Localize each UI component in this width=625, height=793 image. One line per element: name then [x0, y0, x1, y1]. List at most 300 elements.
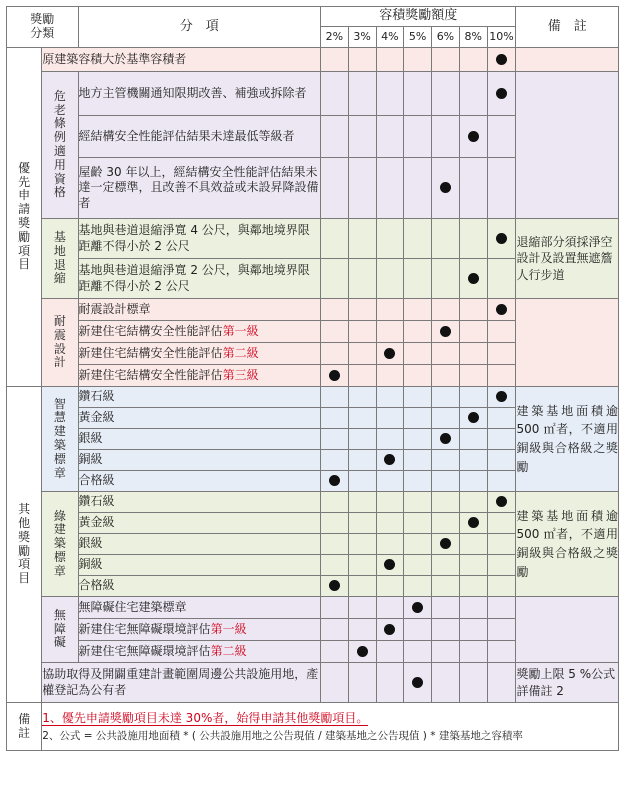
- bonus-cell: [376, 387, 404, 408]
- header-note: 備 註: [516, 7, 619, 48]
- bonus-cell: [432, 471, 460, 492]
- table-row: [7, 663, 619, 703]
- vertical-char: 勵: [18, 229, 31, 244]
- bonus-dot: [496, 54, 507, 65]
- bonus-cell: [348, 555, 376, 576]
- remarks-label-2: 註: [18, 725, 31, 740]
- bonus-cell: [404, 641, 432, 663]
- bonus-cell: [432, 663, 460, 703]
- bonus-cell: [459, 534, 487, 555]
- bonus-cell: [432, 597, 460, 619]
- bonus-cell: [487, 663, 516, 703]
- bonus-cell: [459, 408, 487, 429]
- row-label-level: 第一級: [210, 621, 247, 636]
- table-row: [7, 387, 619, 408]
- bonus-cell: [432, 641, 460, 663]
- bonus-cell: [432, 492, 460, 513]
- pct-6: 6%: [432, 27, 460, 48]
- bonus-cell: [320, 534, 348, 555]
- bonus-cell: [459, 619, 487, 641]
- bonus-cell: [487, 343, 516, 365]
- bonus-dot: [496, 233, 507, 244]
- remarks-row: [7, 703, 619, 751]
- vertical-char: 先: [18, 174, 31, 189]
- vertical-char: 請: [18, 202, 31, 217]
- bonus-cell: [404, 534, 432, 555]
- bonus-dot: [384, 559, 395, 570]
- note-setback: 退縮部分須採淨空設計及設置無遮簷人行步道: [516, 219, 619, 299]
- bonus-cell: [320, 219, 348, 259]
- bonus-dot: [468, 517, 479, 528]
- bonus-dot: [329, 370, 340, 381]
- note-green: 建築基地面積逾 500 ㎡者，不適用銅級與合格級之獎勵: [516, 492, 619, 597]
- vertical-char: 障: [53, 621, 66, 636]
- bonus-cell: [432, 450, 460, 471]
- bonus-cell: [459, 321, 487, 343]
- row-label: 銅級: [78, 555, 320, 576]
- bonus-dot: [496, 304, 507, 315]
- bonus-cell: [348, 513, 376, 534]
- bonus-cell: [320, 321, 348, 343]
- vertical-char: 用: [53, 157, 66, 172]
- bonus-cell: [320, 158, 348, 219]
- bonus-cell: [459, 471, 487, 492]
- bonus-cell: [320, 299, 348, 321]
- vertical-char: 章: [53, 563, 66, 578]
- row-label: 銀級: [78, 534, 320, 555]
- vertical-char: 章: [53, 465, 66, 480]
- bonus-cell: [376, 597, 404, 619]
- vertical-char: 築: [53, 438, 66, 452]
- row-label-text: 新建住宅結構安全性能評估: [78, 323, 223, 338]
- vertical-char: 勵: [18, 543, 31, 558]
- bonus-cell: [348, 408, 376, 429]
- bonus-cell: [404, 450, 432, 471]
- bonus-cell: [376, 116, 404, 158]
- bonus-cell: [376, 219, 404, 259]
- bonus-cell: [432, 259, 460, 299]
- vertical-char: 標: [53, 549, 66, 564]
- bonus-dot: [468, 412, 479, 423]
- bonus-cell: [432, 619, 460, 641]
- bonus-cell: [432, 299, 460, 321]
- bonus-cell: [432, 158, 460, 219]
- pct-2: 2%: [320, 27, 348, 48]
- bonus-cell: [320, 429, 348, 450]
- bonus-cell: [404, 299, 432, 321]
- subgroup-barrier: [42, 597, 78, 663]
- bonus-cell: [320, 408, 348, 429]
- vertical-char: 設: [53, 341, 66, 356]
- bonus-cell: [376, 365, 404, 387]
- bonus-cell: [348, 534, 376, 555]
- vertical-char: 計: [53, 355, 66, 370]
- vertical-char: 目: [18, 571, 31, 586]
- bonus-cell: [348, 663, 376, 703]
- bonus-cell: [459, 259, 487, 299]
- bonus-cell: [376, 259, 404, 299]
- vertical-char: 申: [18, 188, 31, 203]
- bonus-cell: [432, 408, 460, 429]
- bonus-cell: [348, 321, 376, 343]
- row-label: 合格級: [78, 576, 320, 597]
- bonus-cell: [404, 576, 432, 597]
- bonus-dot: [496, 496, 507, 507]
- vertical-char: 建: [53, 424, 66, 439]
- vertical-char: 項: [18, 557, 31, 572]
- remarks-label-1: 備: [18, 711, 31, 726]
- bonus-cell: [487, 534, 516, 555]
- bonus-dot: [496, 88, 507, 99]
- pct-3: 3%: [348, 27, 376, 48]
- bonus-cell: [376, 576, 404, 597]
- bonus-dot: [440, 326, 451, 337]
- bonus-cell: [487, 321, 516, 343]
- bonus-cell: [348, 619, 376, 641]
- bonus-cell: [404, 619, 432, 641]
- bonus-cell: [376, 641, 404, 663]
- bonus-cell: [432, 365, 460, 387]
- bonus-cell: [376, 343, 404, 365]
- bonus-cell: [459, 116, 487, 158]
- row-label: 銀級: [78, 429, 320, 450]
- bonus-cell: [348, 597, 376, 619]
- bonus-cell: [348, 116, 376, 158]
- bonus-dot: [468, 273, 479, 284]
- bonus-cell: [432, 429, 460, 450]
- header-category: [7, 7, 79, 48]
- bonus-cell: [404, 343, 432, 365]
- bonus-cell: [459, 555, 487, 576]
- bonus-cell: [487, 408, 516, 429]
- bonus-cell: [320, 116, 348, 158]
- bonus-cell: [348, 219, 376, 259]
- bonus-dot: [468, 131, 479, 142]
- bonus-cell: [320, 492, 348, 513]
- vertical-char: 縮: [53, 271, 66, 286]
- vertical-char: 優: [18, 160, 31, 175]
- bonus-cell: [376, 555, 404, 576]
- row-label: 黃金級: [78, 513, 320, 534]
- bonus-cell: [459, 492, 487, 513]
- bonus-cell: [348, 72, 376, 116]
- note-empty: [516, 299, 619, 387]
- row-label: 協助取得及開闢重建計畫範圍周邊公共設施用地，產權登記為公有者: [42, 663, 321, 703]
- bonus-cell: [320, 641, 348, 663]
- bonus-cell: [404, 321, 432, 343]
- vertical-char: 震: [53, 327, 66, 342]
- bonus-cell: [376, 48, 404, 72]
- bonus-cell: [432, 219, 460, 259]
- bonus-cell: [320, 663, 348, 703]
- bonus-cell: [376, 72, 404, 116]
- bonus-cell: [432, 343, 460, 365]
- bonus-cell: [348, 365, 376, 387]
- group-priority: [7, 48, 42, 387]
- bonus-cell: [432, 555, 460, 576]
- bonus-cell: [459, 450, 487, 471]
- bonus-dot: [384, 454, 395, 465]
- bonus-cell: [348, 492, 376, 513]
- subgroup-green: [42, 492, 78, 597]
- bonus-cell: [404, 555, 432, 576]
- bonus-cell: [320, 343, 348, 365]
- bonus-cell: [320, 365, 348, 387]
- bonus-cell: [487, 48, 516, 72]
- note-empty: [516, 72, 619, 219]
- bonus-cell: [348, 299, 376, 321]
- table-row: [7, 48, 619, 72]
- bonus-cell: [459, 663, 487, 703]
- vertical-char: 格: [53, 185, 66, 200]
- row-label-level: 第三級: [222, 367, 259, 382]
- bonus-cell: [376, 299, 404, 321]
- bonus-dot: [384, 348, 395, 359]
- pct-10: 10%: [487, 27, 516, 48]
- vertical-char: 礙: [53, 635, 66, 650]
- row-label-level: 第二級: [210, 643, 247, 658]
- bonus-cell: [459, 429, 487, 450]
- row-label: [78, 365, 320, 387]
- bonus-cell: [348, 259, 376, 299]
- bonus-cell: [432, 72, 460, 116]
- bonus-cell: [487, 555, 516, 576]
- bonus-cell: [404, 219, 432, 259]
- bonus-cell: [432, 576, 460, 597]
- pct-8: 8%: [459, 27, 487, 48]
- table-row: [7, 299, 619, 321]
- note-public: 獎勵上限 5 %公式詳備註 2: [516, 663, 619, 703]
- note-empty: [516, 597, 619, 663]
- bonus-cell: [459, 365, 487, 387]
- bonus-cell: [404, 408, 432, 429]
- vertical-char: 條: [53, 116, 66, 131]
- bonus-cell: [320, 450, 348, 471]
- bonus-cell: [459, 343, 487, 365]
- remarks-content: [42, 703, 619, 751]
- row-label: 屋齡 30 年以上，經結構安全性能評估結果未達一定標準，且改善不具效益或未設昇降設備者: [78, 158, 320, 219]
- bonus-cell: [320, 555, 348, 576]
- vertical-char: 基: [53, 229, 66, 244]
- remark-line-1: [42, 709, 618, 728]
- row-label: 黃金級: [78, 408, 320, 429]
- bonus-cell: [348, 158, 376, 219]
- bonus-cell: [459, 48, 487, 72]
- bonus-dot: [440, 538, 451, 549]
- row-label: 鑽石級: [78, 387, 320, 408]
- vertical-char: 目: [18, 257, 31, 272]
- table-row: [7, 219, 619, 259]
- bonus-cell: [320, 576, 348, 597]
- bonus-cell: [404, 72, 432, 116]
- bonus-dot: [357, 646, 368, 657]
- bonus-cell: [459, 219, 487, 259]
- bonus-cell: [320, 513, 348, 534]
- header-bonus: 容積獎勵額度: [320, 7, 515, 27]
- row-label: 基地與巷道退縮淨寬 4 公尺，與鄰地境界限距離不得小於 2 公尺: [78, 219, 320, 259]
- bonus-cell: [348, 641, 376, 663]
- bonus-cell: [404, 429, 432, 450]
- row-label: 經結構安全性能評估結果未達最低等級者: [78, 116, 320, 158]
- row-label: 無障礙住宅建築標章: [78, 597, 320, 619]
- bonus-cell: [459, 597, 487, 619]
- pct-4: 4%: [376, 27, 404, 48]
- vertical-char: 無: [53, 607, 66, 622]
- table-row: [7, 72, 619, 116]
- note-smart: 建築基地面積逾 500 ㎡者，不適用銅級與合格級之獎勵: [516, 387, 619, 492]
- row-label: 合格級: [78, 471, 320, 492]
- vertical-char: 項: [18, 243, 31, 258]
- bonus-cell: [404, 365, 432, 387]
- bonus-dot: [329, 475, 340, 486]
- row-label: 耐震設計標章: [78, 299, 320, 321]
- row-label-text: 新建住宅結構安全性能評估: [78, 345, 223, 360]
- subgroup-dangerous: [42, 72, 78, 219]
- row-label-text: 新建住宅結構安全性能評估: [78, 367, 223, 382]
- bonus-dot: [412, 677, 423, 688]
- bonus-cell: [487, 259, 516, 299]
- table-row: [7, 597, 619, 619]
- vertical-char: 老: [53, 102, 66, 117]
- bonus-cell: [487, 597, 516, 619]
- row-label: 基地與巷道退縮淨寬 2 公尺，與鄰地境界限距離不得小於 2 公尺: [78, 259, 320, 299]
- bonus-dot: [412, 602, 423, 613]
- bonus-cell: [459, 158, 487, 219]
- row-label-text: 新建住宅無障礙環境評估: [78, 643, 211, 658]
- bonus-cell: [404, 513, 432, 534]
- bonus-cell: [432, 513, 460, 534]
- bonus-cell: [487, 429, 516, 450]
- row-label: 銅級: [78, 450, 320, 471]
- bonus-cell: [459, 641, 487, 663]
- vertical-char: 退: [53, 257, 66, 272]
- bonus-dot: [440, 182, 451, 193]
- remarks-label: [7, 703, 42, 751]
- subgroup-quake: [42, 299, 78, 387]
- vertical-char: 獎: [18, 529, 31, 544]
- row-label-text: 新建住宅無障礙環境評估: [78, 621, 211, 636]
- vertical-char: 危: [53, 88, 66, 103]
- table-row: [7, 492, 619, 513]
- note-empty: [516, 48, 619, 72]
- bonus-cell: [459, 576, 487, 597]
- bonus-dot: [329, 580, 340, 591]
- row-label: 地方主管機關通知限期改善、補強或拆除者: [78, 72, 320, 116]
- bonus-cell: [320, 597, 348, 619]
- bonus-cell: [404, 492, 432, 513]
- bonus-dot: [496, 391, 507, 402]
- header-category-line-2: 分類: [30, 26, 55, 40]
- bonus-cell: [404, 158, 432, 219]
- bonus-cell: [404, 116, 432, 158]
- bonus-cell: [376, 471, 404, 492]
- bonus-cell: [404, 471, 432, 492]
- bonus-cell: [376, 158, 404, 219]
- vertical-char: 綠: [53, 508, 66, 523]
- bonus-cell: [459, 72, 487, 116]
- vertical-char: 耐: [53, 313, 66, 328]
- vertical-char: 資: [53, 171, 66, 186]
- bonus-cell: [320, 387, 348, 408]
- vertical-char: 適: [53, 144, 66, 158]
- bonus-cell: [487, 450, 516, 471]
- vertical-char: 其: [18, 502, 31, 517]
- bonus-cell: [348, 387, 376, 408]
- bonus-cell: [459, 513, 487, 534]
- bonus-cell: [459, 387, 487, 408]
- vertical-char: 例: [53, 130, 66, 145]
- bonus-dot: [384, 624, 395, 635]
- vertical-char: 他: [18, 515, 31, 530]
- bonus-cell: [376, 450, 404, 471]
- bonus-cell: [404, 259, 432, 299]
- bonus-cell: [487, 72, 516, 116]
- group-other: [7, 387, 42, 703]
- vertical-char: 築: [53, 536, 66, 551]
- vertical-char: 獎: [18, 216, 31, 230]
- bonus-cell: [320, 619, 348, 641]
- vertical-char: 慧: [53, 410, 66, 425]
- subgroup-smart: [42, 387, 78, 492]
- bonus-cell: [432, 387, 460, 408]
- bonus-cell: [376, 492, 404, 513]
- bonus-cell: [320, 48, 348, 72]
- bonus-table: [6, 6, 619, 751]
- bonus-cell: [320, 72, 348, 116]
- bonus-cell: [404, 597, 432, 619]
- bonus-cell: [487, 387, 516, 408]
- remark-line-1-text: 1、優先申請獎勵項目未達 30%者，始得申請其他獎勵項目。: [42, 710, 369, 725]
- bonus-cell: [432, 321, 460, 343]
- header-category-line-1: 獎勵: [30, 12, 55, 27]
- bonus-cell: [320, 471, 348, 492]
- bonus-cell: [404, 387, 432, 408]
- bonus-cell: [404, 663, 432, 703]
- vertical-char: 建: [53, 522, 66, 537]
- vertical-char: 標: [53, 451, 66, 466]
- bonus-cell: [348, 471, 376, 492]
- bonus-cell: [348, 450, 376, 471]
- header-item: 分 項: [78, 7, 320, 48]
- row-label-level: 第二級: [222, 345, 259, 360]
- row-label: [78, 343, 320, 365]
- bonus-cell: [432, 48, 460, 72]
- bonus-cell: [459, 299, 487, 321]
- row-label: 原建築容積大於基準容積者: [42, 48, 321, 72]
- bonus-cell: [487, 619, 516, 641]
- row-label: [78, 641, 320, 663]
- bonus-cell: [487, 365, 516, 387]
- bonus-cell: [376, 429, 404, 450]
- bonus-cell: [348, 48, 376, 72]
- bonus-cell: [487, 219, 516, 259]
- bonus-cell: [487, 299, 516, 321]
- bonus-cell: [376, 663, 404, 703]
- row-label-level: 第一級: [222, 323, 259, 338]
- vertical-char: 智: [53, 396, 66, 411]
- pct-5: 5%: [404, 27, 432, 48]
- row-label: [78, 321, 320, 343]
- bonus-cell: [348, 343, 376, 365]
- bonus-cell: [348, 429, 376, 450]
- vertical-char: 地: [53, 243, 66, 258]
- bonus-cell: [487, 492, 516, 513]
- bonus-cell: [320, 259, 348, 299]
- bonus-cell: [348, 576, 376, 597]
- bonus-cell: [376, 534, 404, 555]
- bonus-cell: [432, 116, 460, 158]
- bonus-cell: [376, 619, 404, 641]
